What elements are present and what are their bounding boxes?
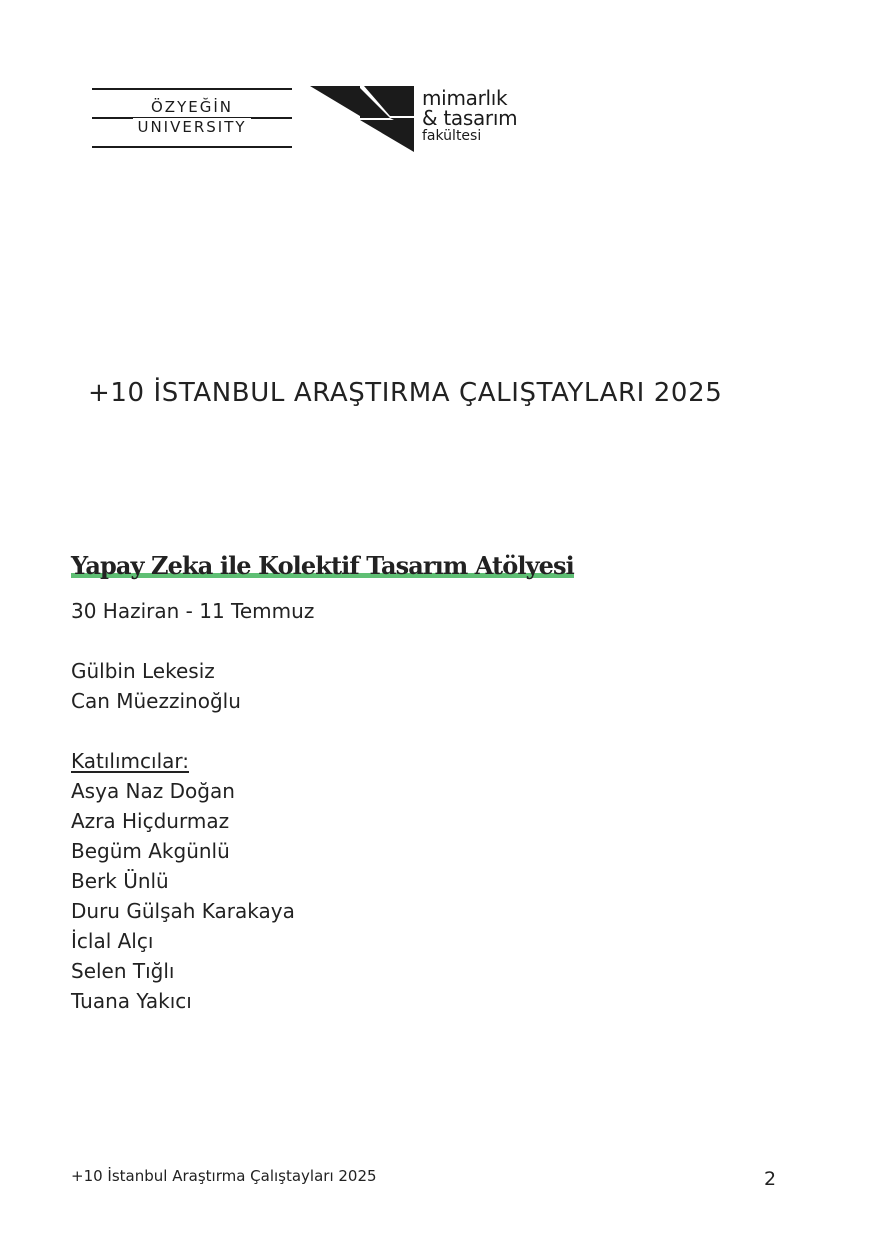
participant-name: Tuana Yakıcı bbox=[71, 989, 192, 1013]
faculty-logo-line-3: fakültesi bbox=[422, 128, 482, 144]
workshop-leaders bbox=[71, 656, 241, 716]
workshop-dates: 30 Haziran - 11 Temmuz bbox=[71, 599, 315, 623]
logo-line-2: UNIVERSITY bbox=[92, 118, 292, 136]
logo-rule-top bbox=[92, 88, 292, 90]
page-title: +10 İSTANBUL ARAŞTIRMA ÇALIŞTAYLARI 2025 bbox=[88, 378, 723, 408]
participant-name: Asya Naz Doğan bbox=[71, 779, 235, 803]
leader-name: Gülbin Lekesiz bbox=[71, 659, 215, 683]
logo-line-1: ÖZYEĞİN bbox=[92, 98, 292, 116]
participant-name: Azra Hiçdurmaz bbox=[71, 809, 230, 833]
page-number: 2 bbox=[764, 1168, 777, 1190]
participants-list bbox=[71, 746, 295, 1016]
faculty-logo-line-1: mimarlık bbox=[422, 86, 508, 110]
faculty-logo-line-2: & tasarım bbox=[422, 106, 518, 130]
footer-title: +10 İstanbul Araştırma Çalıştayları 2025 bbox=[71, 1167, 377, 1185]
participant-name: Selen Tığlı bbox=[71, 959, 175, 983]
workshop-title-text: Yapay Zeka ile Kolektif Tasarım Atölyesi bbox=[71, 551, 574, 580]
workshop-title-highlight bbox=[71, 551, 574, 580]
participant-name: İclal Alçı bbox=[71, 929, 154, 953]
participants-label: Katılımcılar: bbox=[71, 749, 189, 773]
participant-name: Berk Ünlü bbox=[71, 869, 169, 893]
logo-rule-bottom bbox=[92, 146, 292, 148]
header-logos bbox=[92, 84, 552, 156]
leader-name: Can Müezzinoğlu bbox=[71, 689, 241, 713]
faculty-logo-text bbox=[422, 88, 517, 144]
ozyegin-university-logo bbox=[92, 84, 294, 152]
participant-name: Duru Gülşah Karakaya bbox=[71, 899, 295, 923]
workshop-title bbox=[71, 551, 574, 580]
faculty-mark-icon bbox=[310, 86, 414, 152]
participant-name: Begüm Akgünlü bbox=[71, 839, 230, 863]
